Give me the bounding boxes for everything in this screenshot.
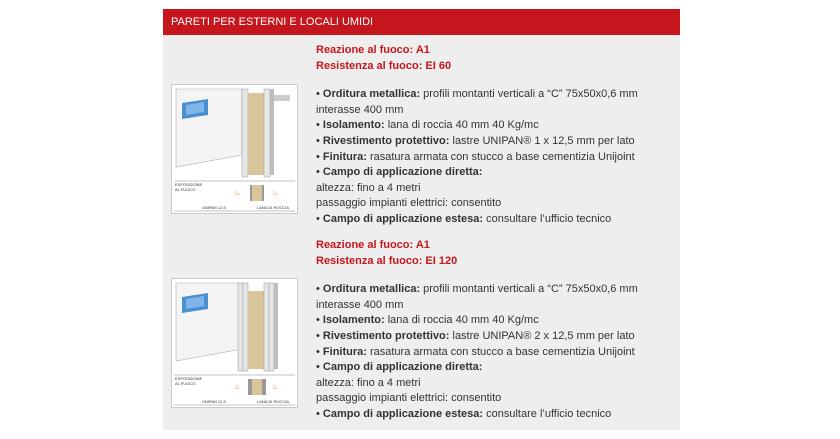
- spec-line: passaggio impianti elettrici: consentito: [316, 392, 502, 405]
- svg-text:♨: ♨: [234, 383, 241, 391]
- fire-resistance: Resistenza al fuoco: EI 60: [316, 59, 452, 72]
- spec-line: altezza: fino a 4 metri: [316, 376, 421, 389]
- spec-line: • Campo di applicazione diretta:: [316, 166, 483, 179]
- spec-line: • Isolamento: lana di roccia 40 mm 40 Kg/mc: [316, 119, 539, 132]
- spec-line: • Campo di applicazione estesa: consultare l’ufficio tecnico: [316, 212, 612, 225]
- spec-text: [316, 43, 676, 228]
- exposure-label: ESPOSIZIONE AL FUOCO: [175, 376, 203, 386]
- svg-text:♨: ♨: [272, 383, 279, 391]
- wall-section-drawing: [172, 279, 297, 407]
- section-header: PARETI PER ESTERNI E LOCALI UMIDI: [163, 9, 680, 35]
- board-label: UNIPAN 12,5: [202, 205, 226, 210]
- board-label: UNIPAN 12,5: [202, 399, 226, 404]
- spec-line: interasse 400 mm: [316, 103, 404, 116]
- wall-systems-panel: [163, 9, 680, 430]
- spec-line: • Isolamento: lana di roccia 40 mm 40 Kg/mc: [316, 314, 539, 327]
- wool-label: LANA DI ROCCIA: [257, 399, 290, 404]
- fire-reaction: Reazione al fuoco: A1: [316, 44, 430, 56]
- spec-line: • Orditura metallica: profili montanti verticali a “C” 75x50x0,6 mm: [316, 88, 638, 101]
- wool-label: LANA DI ROCCIA: [257, 205, 290, 210]
- wall-section-diagram: [171, 84, 298, 214]
- exposure-label: ESPOSIZIONE AL FUOCO: [175, 182, 203, 192]
- spec-line: altezza: fino a 4 metri: [316, 181, 421, 194]
- wall-section-diagram: [171, 278, 298, 408]
- svg-text:♨: ♨: [234, 189, 241, 197]
- svg-text:♨: ♨: [272, 189, 279, 197]
- spec-line: • Campo di applicazione estesa: consultare l’ufficio tecnico: [316, 407, 612, 420]
- spec-line: passaggio impianti elettrici: consentito: [316, 197, 502, 210]
- spec-line: • Campo di applicazione diretta:: [316, 361, 483, 374]
- spec-line: • Orditura metallica: profili montanti verticali a “C” 75x50x0,6 mm: [316, 283, 638, 296]
- wall-section-drawing: [172, 85, 297, 213]
- fire-reaction: Reazione al fuoco: A1: [316, 239, 430, 251]
- fire-resistance: Resistenza al fuoco: EI 120: [316, 254, 458, 267]
- spec-line: interasse 400 mm: [316, 298, 404, 311]
- spec-line: • Rivestimento protettivo: lastre UNIPAN® 2 x 12,5 mm per lato: [316, 329, 635, 342]
- spec-line: • Rivestimento protettivo: lastre UNIPAN® 1 x 12,5 mm per lato: [316, 134, 635, 147]
- spec-text: [316, 238, 676, 423]
- spec-line: • Finitura: rasatura armata con stucco a base cementizia Unijoint: [316, 345, 635, 358]
- spec-line: • Finitura: rasatura armata con stucco a base cementizia Unijoint: [316, 150, 635, 163]
